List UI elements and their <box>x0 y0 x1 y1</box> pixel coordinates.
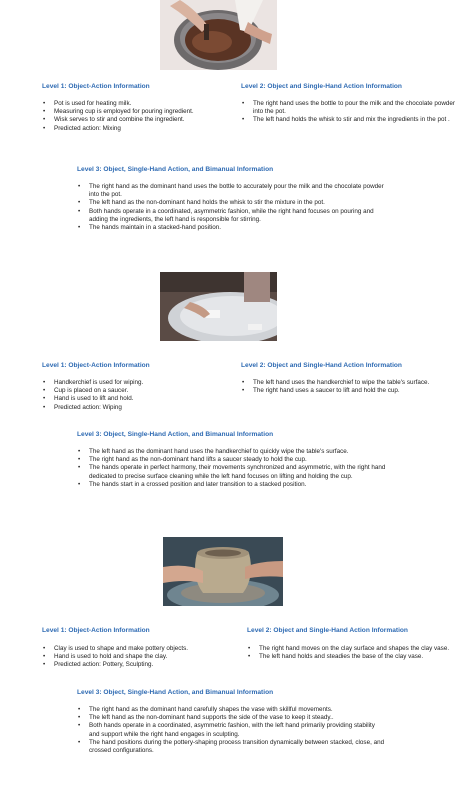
pottery-shaping-photo <box>163 537 283 606</box>
level2-heading: Level 2: Object and Single-Hand Action Information <box>241 83 402 90</box>
level1-heading: Level 1: Object-Action Information <box>42 83 150 90</box>
level1-heading: Level 1: Object-Action Information <box>42 627 150 634</box>
list-item: • The right hand uses the bottle to pour the milk and the chocolate powder into the pot. <box>241 100 466 116</box>
list-item: • The right hand as the non-dominant hand lifts a saucer steady to hold the cup. <box>77 456 407 464</box>
list-item: • The left hand holds the whisk to stir and mix the ingredients in the pot . <box>241 116 466 124</box>
list-item: • Clay is used to shape and make pottery objects. <box>42 645 238 653</box>
list-item: • Both hands operate in a coordinated, asymmetric fashion, while the right hand focuses on pouring and adding the ingredients, the left hand is responsible for stirring. <box>77 208 387 224</box>
level3-list <box>77 448 407 489</box>
list-item: • The hands maintain in a stacked-hand position. <box>77 224 387 232</box>
level1-list <box>42 100 232 133</box>
list-item: • The left hand as the non-dominant hand supports the side of the vase to keep it steady.. <box>77 714 387 722</box>
list-item: • Predicted action: Pottery, Sculpting. <box>42 661 238 669</box>
level2-list <box>247 645 467 661</box>
list-item: • The left hand uses the handkerchief to wipe the table's surface. <box>241 379 466 387</box>
list-item: • The left hand holds and steadies the base of the clay vase. <box>247 653 467 661</box>
list-item: • The right hand uses a saucer to lift and hold the cup. <box>241 387 466 395</box>
list-item: • Predicted action: Mixing <box>42 125 232 133</box>
list-item: • Hand is used to hold and shape the clay. <box>42 653 238 661</box>
level3-heading: Level 3: Object, Single-Hand Action, and Bimanual Information <box>77 689 274 696</box>
list-item: • The left hand as the non-dominant hand holds the whisk to stir the mixture in the pot. <box>77 199 387 207</box>
level2-list <box>241 379 466 395</box>
level1-list <box>42 379 232 412</box>
level2-heading: Level 2: Object and Single-Hand Action Information <box>247 627 408 634</box>
list-item: • Handkerchief is used for wiping. <box>42 379 232 387</box>
list-item: • Pot is used for heating milk. <box>42 100 232 108</box>
list-item: • Both hands operate in a coordinated, asymmetric fashion, with the left hand primarily providing stability and support while the right hand engages in sculpting. <box>77 722 387 738</box>
level3-heading: Level 3: Object, Single-Hand Action, and Bimanual Information <box>77 431 274 438</box>
list-item: • The hand positions during the pottery-shaping process transition dynamically between stacked, close, and crossed configurations. <box>77 739 387 755</box>
level1-list <box>42 645 238 670</box>
table-wiping-photo <box>160 272 277 341</box>
list-item: • Hand is used to lift and hold. <box>42 395 232 403</box>
list-item: • Wisk serves to stir and combine the ingredient. <box>42 116 232 124</box>
list-item: • The hands start in a crossed position and later transition to a stacked position. <box>77 481 407 489</box>
list-item: • The right hand as the dominant hand uses the bottle to accurately pour the milk and the chocolate powder into the pot. <box>77 183 387 199</box>
list-item: • The hands operate in perfect harmony, their movements synchronized and asymmetric, with the right hand dedicated to precise surface cleaning while the left hand focuses on lifting and holding the cup. <box>77 464 407 480</box>
list-item: • Cup is placed on a saucer. <box>42 387 232 395</box>
level3-list <box>77 183 387 232</box>
level3-heading: Level 3: Object, Single-Hand Action, and Bimanual Information <box>77 166 274 173</box>
list-item: • The right hand as the dominant hand carefully shapes the vase with skillful movements. <box>77 706 387 714</box>
list-item: • Predicted action: Wiping <box>42 404 232 412</box>
level1-heading: Level 1: Object-Action Information <box>42 362 150 369</box>
level2-heading: Level 2: Object and Single-Hand Action Information <box>241 362 402 369</box>
list-item: • The right hand moves on the clay surface and shapes the clay vase. <box>247 645 467 653</box>
level2-list <box>241 100 466 125</box>
list-item: • The left hand as the dominant hand uses the handkerchief to quickly wipe the table's surface. <box>77 448 407 456</box>
list-item: • Measuring cup is employed for pouring ingredient. <box>42 108 232 116</box>
level3-list <box>77 706 387 755</box>
chocolate-milk-mixing-photo <box>160 0 277 70</box>
